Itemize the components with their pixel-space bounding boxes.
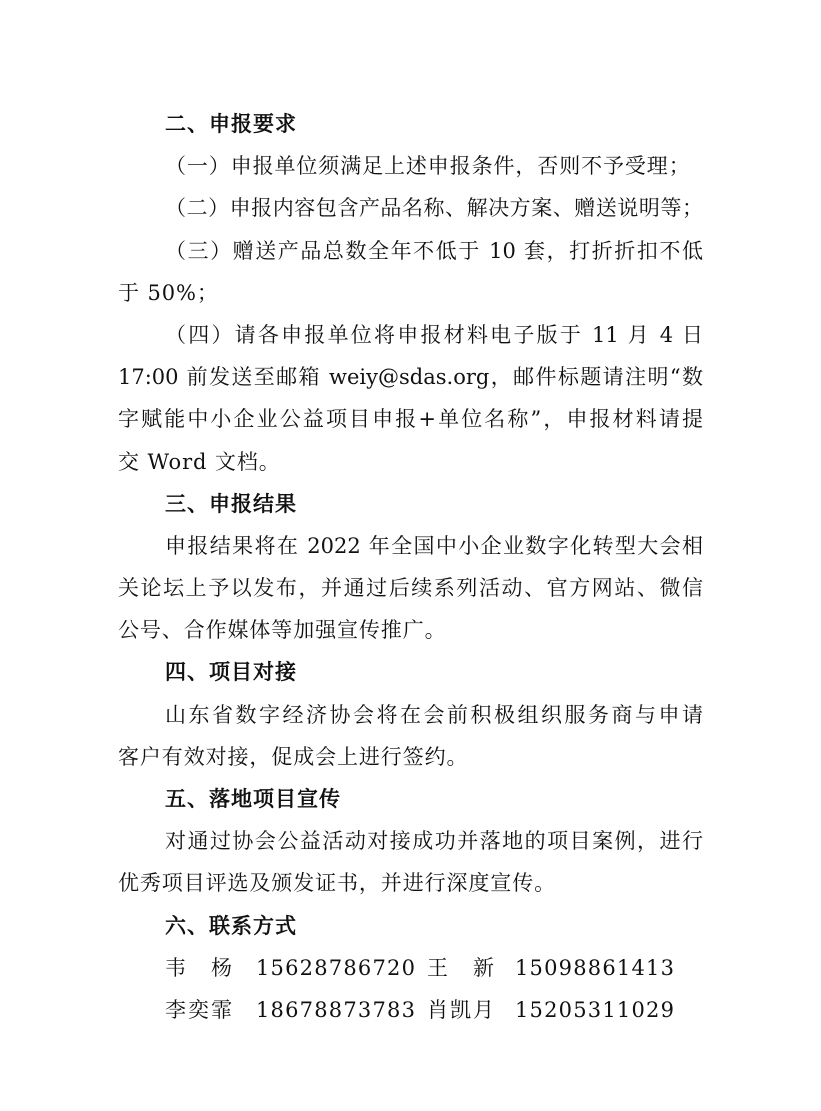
paragraph-line: 客户有效对接，促成会上进行签约。 [118,744,469,769]
paragraph-line: 申报结果将在 2022 年全国中小企业数字化转型大会相 [165,533,703,558]
contact-phone: 18678873783 [256,997,417,1022]
paragraph-line: 优秀项目评选及颁发证书，并进行深度宣传。 [118,871,556,896]
section-heading-results: 三、申报结果 [165,491,297,516]
paragraph-line: （一）申报单位须满足上述申报条件，否则不予受理； [165,154,691,179]
paragraph-line: 公号、合作媒体等加强宣传推广。 [118,618,447,643]
paragraph-line: 字赋能中小企业公益项目申报+单位名称”，申报材料请提 [118,407,703,432]
paragraph-line: 山东省数字经济协会将在会前积极组织服务商与申请 [165,702,703,727]
contact-phone: 15628786720 [256,955,417,980]
paragraph-line: （二）申报内容包含产品名称、解决方案、赠送说明等； [165,196,703,221]
contact-row [118,989,703,1031]
contact-phone: 15205311029 [515,997,676,1022]
paragraph-line: （三）赠送产品总数全年不低于 10 套，打折折扣不低 [165,238,703,263]
paragraph-line: 对通过协会公益活动对接成功并落地的项目案例，进行 [165,829,703,854]
contact-name: 肖凯月 [427,997,494,1022]
paragraph-line: 交 Word 文档。 [118,449,281,474]
section-heading-requirements: 二、申报要求 [165,112,297,136]
section-heading-matching: 四、项目对接 [165,660,297,685]
contact-name: 王 新 [427,955,494,980]
paragraph-line: （四）请各申报单位将申报材料电子版于 11 月 4 日 [165,322,703,347]
paragraph-line: 关论坛上予以发布，并通过后续系列活动、官方网站、微信 [118,576,703,601]
contact-name: 李奕霏 [165,997,232,1022]
contact-phone: 15098861413 [515,955,676,980]
paragraph-line: 于 50%； [118,280,219,305]
contact-row [118,947,703,989]
section-heading-promotion: 五、落地项目宣传 [165,787,341,811]
section-heading-contacts: 六、联系方式 [165,913,297,938]
document-page [118,103,703,1031]
paragraph-line-email: 17:00 前发送至邮箱 weiy@sdas.org，邮件标题请注明“数 [118,365,703,390]
contact-name: 韦 杨 [165,955,232,980]
